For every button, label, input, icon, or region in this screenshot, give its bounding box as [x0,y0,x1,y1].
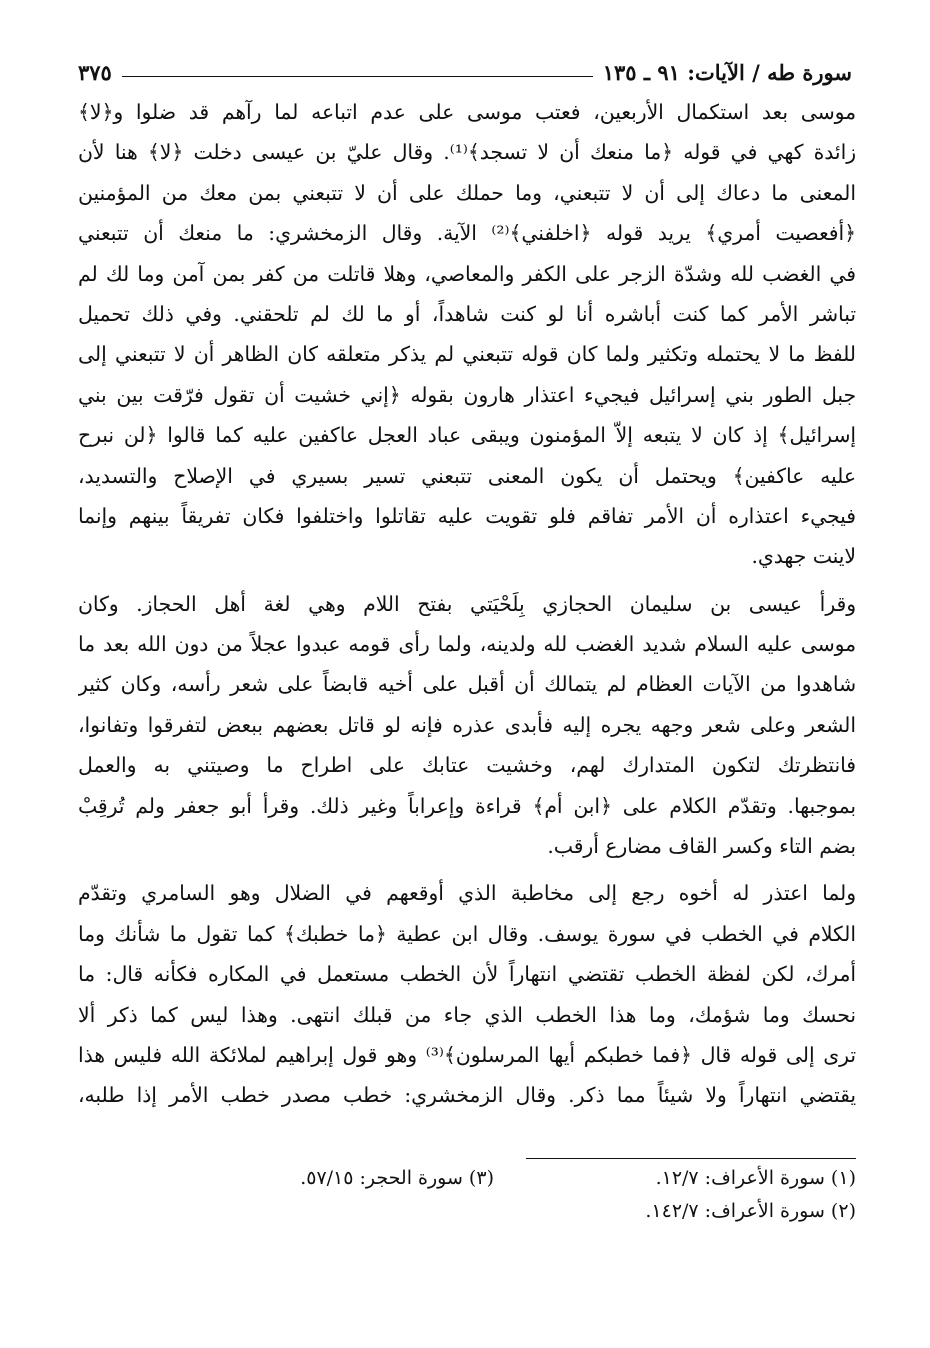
footnote-2: (٢) سورة الأعراف: ١٤٢/٧. [645,1200,856,1222]
paragraph-gap [78,866,856,873]
paragraph-3 [78,873,856,1115]
text-line: فانتظرتك لتكون المتدارك لهم، وخشيت عتابك على اطراح ما وصيتني به والعمل [78,753,856,778]
running-header [78,52,852,92]
text-line: زائدة كهي في قوله ﴿ما منعك أن لا تسجد﴾⁽¹⁾. وقال عليّ بن عيسى دخلت ﴿لا﴾ هنا لأن [78,140,856,165]
text-line: للفظ ما لا يحتمله وتكثير ولما كان قوله تتبعني لم يذكر متعلقه كان الظاهر أن لا تتبعني إلى [78,342,856,367]
text-line: ترى إلى قوله قال ﴿فما خطبكم أيها المرسلون﴾⁽³⁾ وهو قول إبراهيم لملائكة الله فليس هذا [78,1042,856,1067]
footnote-row [78,1195,856,1228]
text-line: لاينت جهدي. [751,544,856,569]
text-line: إسرائيل﴾ إذ كان لا يتبعه إلاّ المؤمنون ويبقى عباد العجل عاكفين عليه كما قالوا ﴿لن نبرح [78,423,856,448]
main-text [78,92,856,1116]
text-line: بضم التاء وكسر القاف مضارع أرقب. [547,834,856,859]
text-line: ﴿أفعصيت أمري﴾ يريد قوله ﴿اخلفني﴾⁽²⁾ الآية. وقال الزمخشري: ما منعك أن تتبعني [78,221,856,246]
text-line: وقرأ عيسى بن سليمان الحجازي بِلَحْيَتي بفتح اللام وهي لغة أهل الحجاز. وكان [78,591,856,616]
text-line: في الغضب لله وشدّة الزجر على الكفر والمعاصي، وهلا قاتلت من كفر بمن آمن وما لك لم [78,261,856,286]
text-line: نحسك وما شؤمك، وما هذا الخطب الذي جاء من قبلك انتهى. وهذا ليس كما ذكر ألا [78,1002,856,1027]
text-line: شاهدوا من الآيات العظام لم يتمالك أن أقبل على أخيه قابضاً على شعر رأسه، وكان كثير [78,672,856,697]
text-line: جبل الطور بني إسرائيل فيجيء اعتذار هارون بقوله ﴿إني خشيت أن تقول فرّقت بين بني [78,382,856,407]
text-line: أمرك، لكن لفظة الخطب تقتضي انتهاراً لأن الخطب مستعمل في المكاره فكأنه قال: ما [78,962,856,987]
footnote-separator [526,1158,856,1159]
paragraph-2 [78,584,856,867]
footnote-3: (٣) سورة الحجر: ٥٧/١٥. [300,1167,494,1189]
footnote-1: (١) سورة الأعراف: ١٢/٧. [655,1167,856,1189]
text-line: عليه عاكفين﴾ ويحتمل أن يكون المعنى تتبعني تسير بسيري في الإصلاح والتسديد، [78,463,856,488]
paragraph-1 [78,92,856,577]
text-line: بموجبها. وتقدّم الكلام على ﴿ابن أم﴾ قراءة وإعراباً وغير ذلك. وقرأ أبو جعفر ولم تُرقِبْ [78,793,856,818]
text-line: فيجيء اعتذاره أن الأمر تفاقم فلو تقويت عليه تقاتلوا واختلفوا فكان تفريقاً بينهم وإنما [78,503,856,528]
page-number: ٣٧٥ [78,59,112,85]
header-rule [122,76,593,77]
text-line: الكلام في الخطب في سورة يوسف. وقال ابن عطية ﴿ما خطبك﴾ كما تقول ما شأنك وما [78,921,856,946]
text-line: تباشر الأمر كما كنت أباشره أنا لو كنت شاهداً، أو ما لك لم تلحقني. وفي ذلك تحميل [78,301,856,326]
text-line: موسى بعد استكمال الأربعين، فعتب موسى على عدم اتباعه لما رآهم قد ضلوا و﴿لا﴾ [78,100,856,124]
surah-title: سورة طه / الآيات: ٩١ ـ ١٣٥ [602,59,852,85]
paragraph-gap [78,577,856,584]
text-line: يقتضي انتهاراً ولا شيئاً مما ذكر. وقال الزمخشري: خطب مصدر خطب الأمر إذا طلبه، [78,1083,856,1108]
footnotes [78,1162,856,1228]
footnote-row [78,1162,856,1195]
text-line: موسى عليه السلام شديد الغضب لله ولدينه، ولما رأى قومه عبدوا عجلاً من دون الله بعد ما [78,632,856,657]
text-line: المعنى ما دعاك إلى أن لا تتبعني، وما حملك على أن لا تتبعني بمن معك من المؤمنين [78,180,856,205]
text-line: الشعر وعلى شعر وجهه يجره إليه فأبدى عذره فإنه لو قاتل بعضهم ببعض لتفرقوا وتفانوا، [78,712,856,737]
text-line: ولما اعتذر له أخوه رجع إلى مخاطبة الذي أوقعهم في الضلال وهو السامري وتقدّم [78,881,856,906]
